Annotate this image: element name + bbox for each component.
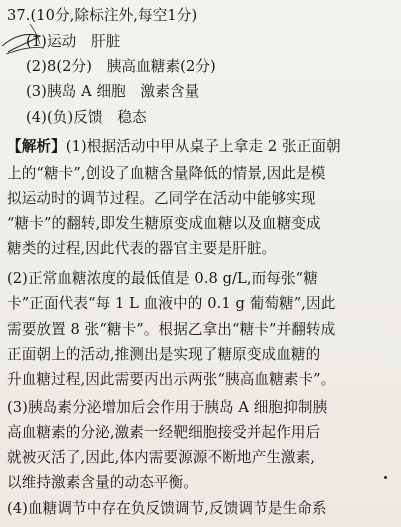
analysis-line-3: 拟运动时的调节过程。乙同学在活动中能够实现 [7,190,316,207]
analysis-line-15: (4)血糖调节中存在负反馈调节,反馈调节是生命系 [7,500,327,517]
analysis-line-8: 需要放置 8 张“糖卡”。根据乙拿出“糖卡”并翻转成 [7,321,336,338]
analysis-line-11: (3)胰岛素分泌增加后会作用于胰岛 A 细胞抑制胰 [7,399,328,416]
analysis-line-13: 就被灭活了,因此,体内需要源源不断地产生激素, [7,449,316,466]
answer-item-1: (1)运动 肝脏 [26,33,121,50]
answer-item-4: (4)(负)反馈 稳态 [26,109,147,126]
analysis-line-7: 卡”正面代表“每 1 L 血液中的 0.1 g 葡萄糖”,因此 [7,295,336,312]
answer-item-2: (2)8(2分) 胰高血糖素(2分) [26,58,216,75]
analysis-text-1: (1)根据活动中甲从桌子上拿走 2 张正面朝 [65,138,341,155]
analysis-line-5: 糖类的过程,因此代表的器官主要是肝脏。 [7,240,277,257]
analysis-tag: 【解析】 [7,138,66,155]
answer-header: 37.(10分,除标注外,每空1分) [7,7,198,24]
analysis-line-2: 上的“糖卡”,创设了血糖含量降低的情景,因此是模 [7,165,326,182]
analysis-line-1 [7,138,341,156]
analysis-line-6: (2)正常血糖浓度的最低值是 0.8 g/L,而每张“糖 [7,270,318,287]
analysis-line-14: 以维持激素含量的动态平衡。 [7,474,199,491]
speck-mark [384,476,387,479]
analysis-line-4: “糖卡”的翻转,即发生糖原变成血糖以及血糖变成 [7,215,321,232]
analysis-line-9: 正面朝上的活动,推测出是实现了糖原变成血糖的 [7,346,321,363]
answer-item-3: (3)胰岛 A 细胞 激素含量 [26,83,200,100]
analysis-line-12: 高血糖素的分泌,激素一经靶细胞接受并起作用后 [7,424,321,441]
analysis-line-10: 升血糖过程,因此需要丙出示两张“胰高血糖素卡”。 [7,371,336,388]
